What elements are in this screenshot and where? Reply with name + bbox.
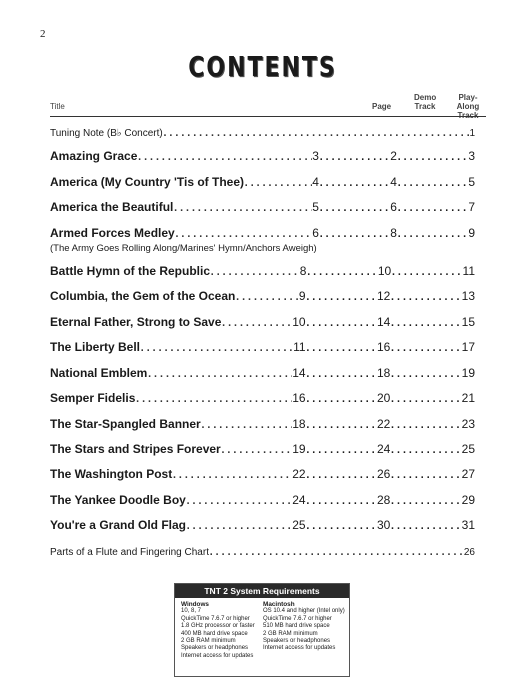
entry-page-number: 22 bbox=[292, 467, 306, 481]
toc-entry bbox=[50, 173, 475, 191]
leader-dots bbox=[390, 415, 461, 433]
mac-requirement-line: 2 GB RAM minimum bbox=[263, 630, 318, 637]
leader-dots bbox=[306, 364, 377, 382]
windows-heading: Windows bbox=[181, 601, 209, 608]
entry-title: Armed Forces Medley bbox=[50, 226, 175, 240]
entry-page-number: 14 bbox=[292, 366, 306, 380]
system-requirements-box bbox=[174, 583, 350, 677]
entry-page-number: 5 bbox=[312, 200, 319, 214]
toc-entry bbox=[50, 465, 475, 483]
entry-title: National Emblem bbox=[50, 366, 148, 380]
entry-demo-number: 2 bbox=[390, 149, 397, 163]
play-header-line1: Play-Along bbox=[456, 93, 480, 111]
entry-play-number: 29 bbox=[461, 493, 475, 507]
leader-dots bbox=[390, 440, 461, 458]
entry-title: Semper Fidelis bbox=[50, 391, 136, 405]
entry-demo-number: 20 bbox=[376, 391, 391, 405]
mac-requirement-line: OS 10.4 and higher (Intel only) bbox=[263, 608, 345, 615]
leader-dots bbox=[306, 287, 377, 305]
windows-requirement-line: 2 GB RAM minimum bbox=[181, 638, 236, 645]
entry-demo-number: 8 bbox=[390, 226, 397, 240]
entry-page-number: 19 bbox=[292, 442, 306, 456]
toc-entry bbox=[50, 338, 475, 356]
entry-page-number: 10 bbox=[292, 315, 306, 329]
leader-dots bbox=[306, 465, 377, 483]
toc-entry bbox=[50, 364, 475, 382]
page-number: 2 bbox=[40, 28, 46, 40]
leader-dots bbox=[306, 491, 377, 509]
leader-dots bbox=[201, 415, 293, 433]
entry-title: Battle Hymn of the Republic bbox=[50, 264, 211, 278]
leader-dots bbox=[319, 198, 390, 216]
entry-title: Tuning Note (B♭ Concert) bbox=[50, 128, 163, 139]
entry-play-number: 7 bbox=[468, 200, 475, 214]
leader-dots bbox=[173, 198, 312, 216]
entry-title: You're a Grand Old Flag bbox=[50, 518, 186, 532]
entry-play-number: 21 bbox=[461, 391, 475, 405]
toc-entry bbox=[50, 123, 475, 141]
entry-title: Eternal Father, Strong to Save bbox=[50, 315, 222, 329]
toc-entry bbox=[50, 542, 475, 560]
mac-heading: Macintosh bbox=[263, 601, 295, 608]
leader-dots bbox=[397, 198, 468, 216]
leader-dots bbox=[163, 123, 470, 141]
toc-entry bbox=[50, 198, 475, 216]
leader-dots bbox=[137, 147, 312, 165]
leader-dots bbox=[390, 465, 461, 483]
leader-dots bbox=[235, 287, 299, 305]
windows-requirement-line: 10, 8, 7 bbox=[181, 608, 202, 615]
entry-play-number: 11 bbox=[462, 264, 475, 278]
entry-demo-number: 18 bbox=[376, 366, 391, 380]
leader-dots bbox=[390, 313, 461, 331]
toc-entry bbox=[50, 287, 475, 305]
mac-requirement-line: Speakers or headphones bbox=[263, 638, 331, 645]
leader-dots bbox=[221, 440, 293, 458]
windows-requirement-line: 1.8 GHz processor or faster bbox=[181, 623, 255, 630]
leader-dots bbox=[397, 147, 468, 165]
leader-dots bbox=[209, 542, 464, 560]
windows-requirement-line: 400 MB hard drive space bbox=[181, 630, 248, 637]
leader-dots bbox=[391, 262, 462, 280]
header-rule bbox=[50, 116, 486, 117]
entry-title: The Stars and Stripes Forever bbox=[50, 442, 221, 456]
entry-demo-number: 30 bbox=[376, 518, 391, 532]
toc-entry bbox=[50, 516, 475, 534]
entry-page-number: 6 bbox=[312, 226, 319, 240]
entry-page-number: 24 bbox=[292, 493, 306, 507]
leader-dots bbox=[244, 173, 312, 191]
leader-dots bbox=[319, 173, 390, 191]
leader-dots bbox=[306, 389, 377, 407]
column-header-title: Title bbox=[50, 102, 65, 111]
entry-demo-number: 22 bbox=[376, 417, 391, 431]
toc-entry bbox=[50, 224, 475, 254]
leader-dots bbox=[147, 364, 292, 382]
system-requirements-title: TNT 2 System Requirements bbox=[175, 584, 349, 598]
leader-dots bbox=[172, 465, 292, 483]
leader-dots bbox=[306, 415, 377, 433]
demo-header-line1: Demo bbox=[414, 93, 437, 102]
entry-play-number: 9 bbox=[468, 226, 475, 240]
column-header-demo-track bbox=[414, 93, 436, 111]
leader-dots bbox=[221, 313, 292, 331]
leader-dots bbox=[306, 440, 377, 458]
leader-dots bbox=[390, 338, 461, 356]
leader-dots bbox=[306, 262, 377, 280]
windows-requirement-line: Speakers or headphones bbox=[181, 645, 249, 652]
toc-entry bbox=[50, 415, 475, 433]
mac-requirement-line: QuickTime 7.6.7 or higher bbox=[263, 615, 332, 622]
entry-page-number: 16 bbox=[292, 391, 306, 405]
entry-page-number: 8 bbox=[299, 264, 307, 278]
toc-entry bbox=[50, 313, 475, 331]
entry-demo-number: 28 bbox=[376, 493, 391, 507]
play-header-line2: Track bbox=[457, 111, 479, 120]
entry-page-number: 18 bbox=[292, 417, 306, 431]
entry-page-number: 3 bbox=[312, 149, 319, 163]
entry-demo-number: 16 bbox=[376, 340, 391, 354]
leader-dots bbox=[390, 287, 461, 305]
entry-page-number: 26 bbox=[463, 547, 475, 558]
entry-demo-number: 14 bbox=[376, 315, 391, 329]
entry-page-number: 4 bbox=[312, 175, 319, 189]
mac-requirement-line: 510 MB hard drive space bbox=[263, 623, 330, 630]
toc-entry bbox=[50, 147, 475, 165]
entry-demo-number: 24 bbox=[376, 442, 391, 456]
leader-dots bbox=[319, 147, 390, 165]
entry-title: Parts of a Flute and Fingering Chart bbox=[50, 547, 209, 558]
entry-demo-number: 10 bbox=[377, 264, 392, 278]
leader-dots bbox=[397, 224, 468, 242]
demo-header-line2: Track bbox=[414, 102, 436, 111]
entry-play-number: 1 bbox=[469, 128, 475, 139]
entry-page-number: 11 bbox=[293, 340, 306, 354]
entry-page-number: 9 bbox=[298, 289, 306, 303]
leader-dots bbox=[135, 389, 292, 407]
leader-dots bbox=[140, 338, 293, 356]
entry-title: The Washington Post bbox=[50, 467, 173, 481]
leader-dots bbox=[175, 224, 313, 242]
entry-title: The Yankee Doodle Boy bbox=[50, 493, 186, 507]
windows-requirement-line: Internet access for updates bbox=[181, 652, 254, 659]
entry-demo-number: 26 bbox=[376, 467, 391, 481]
leader-dots bbox=[186, 491, 292, 509]
page-title: CONTENTS bbox=[188, 52, 337, 84]
column-header-page: Page bbox=[372, 102, 392, 111]
toc-entry bbox=[50, 440, 475, 458]
entry-play-number: 5 bbox=[468, 175, 475, 189]
entry-play-number: 19 bbox=[461, 366, 475, 380]
windows-requirement-line: QuickTime 7.6.7 or higher bbox=[181, 615, 250, 622]
leader-dots bbox=[306, 313, 377, 331]
entry-subtitle: (The Army Goes Rolling Along/Marines' Hymn/Anchors Aweigh) bbox=[50, 243, 317, 254]
leader-dots bbox=[319, 224, 390, 242]
leader-dots bbox=[390, 491, 461, 509]
leader-dots bbox=[390, 516, 461, 534]
entry-title: The Star-Spangled Banner bbox=[50, 417, 201, 431]
entry-demo-number: 12 bbox=[376, 289, 391, 303]
entry-play-number: 31 bbox=[461, 518, 475, 532]
leader-dots bbox=[306, 338, 377, 356]
entry-play-number: 23 bbox=[461, 417, 475, 431]
leader-dots bbox=[186, 516, 292, 534]
entry-demo-number: 6 bbox=[390, 200, 397, 214]
leader-dots bbox=[390, 389, 461, 407]
windows-requirements bbox=[181, 601, 263, 660]
entry-demo-number: 4 bbox=[390, 175, 397, 189]
entry-play-number: 13 bbox=[461, 289, 475, 303]
mac-requirement-line: Internet access for updates bbox=[263, 645, 336, 652]
entry-play-number: 3 bbox=[468, 149, 475, 163]
entry-play-number: 17 bbox=[461, 340, 475, 354]
leader-dots bbox=[390, 364, 461, 382]
leader-dots bbox=[306, 516, 377, 534]
entry-play-number: 15 bbox=[461, 315, 475, 329]
entry-title: Columbia, the Gem of the Ocean bbox=[50, 289, 236, 303]
entry-page-number: 25 bbox=[292, 518, 306, 532]
toc-entry bbox=[50, 491, 475, 509]
toc-entry bbox=[50, 262, 475, 280]
entry-title: America the Beautiful bbox=[50, 200, 174, 214]
entry-title: Amazing Grace bbox=[50, 149, 138, 163]
entry-title: America (My Country 'Tis of Thee) bbox=[50, 175, 244, 189]
leader-dots bbox=[210, 262, 300, 280]
leader-dots bbox=[397, 173, 468, 191]
mac-requirements bbox=[263, 601, 345, 660]
entry-title: The Liberty Bell bbox=[50, 340, 141, 354]
entry-play-number: 27 bbox=[461, 467, 475, 481]
toc-entry bbox=[50, 389, 475, 407]
entry-play-number: 25 bbox=[461, 442, 475, 456]
